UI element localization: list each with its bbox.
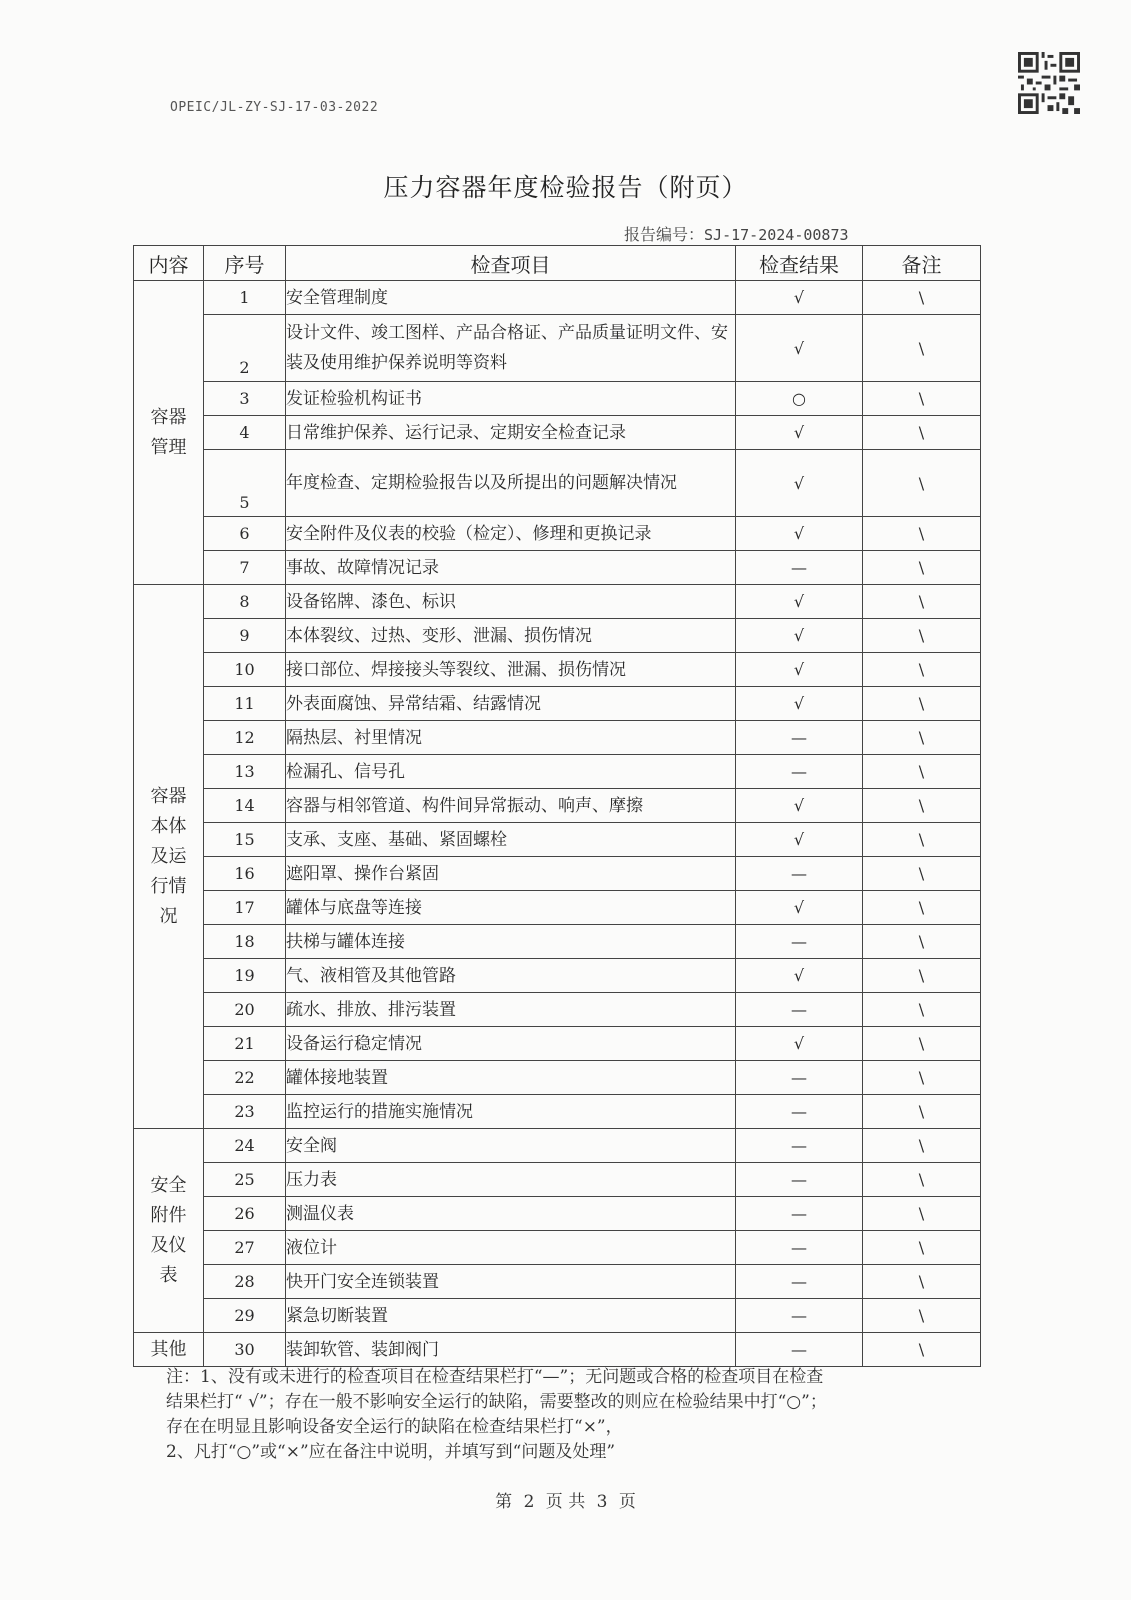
category-cell: 其他 [134, 1333, 204, 1367]
table-row [134, 1231, 981, 1265]
page-suffix: 页 [618, 1492, 636, 1512]
table-row [134, 1163, 981, 1197]
table-row [134, 585, 981, 619]
result-cell: — [736, 551, 863, 585]
remark-cell: \ [863, 450, 981, 517]
inspection-table [133, 245, 981, 1367]
inspection-item: 扶梯与罐体连接 [286, 925, 736, 959]
inspection-item: 年度检查、定期检验报告以及所提出的问题解决情况 [286, 450, 736, 517]
result-cell: — [736, 1095, 863, 1129]
report-number-label: 报告编号： [624, 225, 705, 244]
inspection-item: 设备铭牌、漆色、标识 [286, 585, 736, 619]
table-row [134, 1129, 981, 1163]
remark-cell: \ [863, 925, 981, 959]
remark-cell: \ [863, 517, 981, 551]
table-row [134, 382, 981, 416]
inspection-item: 发证检验机构证书 [286, 382, 736, 416]
page-number [0, 1487, 1131, 1512]
result-cell: √ [736, 891, 863, 925]
inspection-item: 安全附件及仪表的校验（检定）、修理和更换记录 [286, 517, 736, 551]
remark-cell: \ [863, 687, 981, 721]
page-total: 3 [596, 1492, 608, 1512]
inspection-item: 设计文件、竣工图样、产品合格证、产品质量证明文件、安装及使用维护保养说明等资料 [286, 315, 736, 382]
table-row [134, 1061, 981, 1095]
remark-cell: \ [863, 1197, 981, 1231]
row-number: 3 [204, 382, 286, 416]
row-number: 5 [204, 450, 286, 517]
inspection-item: 安全管理制度 [286, 281, 736, 315]
table-row [134, 551, 981, 585]
remark-cell: \ [863, 1299, 981, 1333]
row-number: 12 [204, 721, 286, 755]
inspection-item: 容器与相邻管道、构件间异常振动、响声、摩擦 [286, 789, 736, 823]
table-row [134, 823, 981, 857]
notes [166, 1365, 956, 1465]
table-row [134, 517, 981, 551]
row-number: 2 [204, 315, 286, 382]
row-number: 21 [204, 1027, 286, 1061]
remark-cell: \ [863, 1265, 981, 1299]
remark-cell: \ [863, 755, 981, 789]
page-current: 2 [523, 1492, 535, 1512]
remark-cell: \ [863, 857, 981, 891]
document-code: OPEIC/JL-ZY-SJ-17-03-2022 [170, 100, 379, 115]
remark-cell: \ [863, 1061, 981, 1095]
result-cell: — [736, 1231, 863, 1265]
row-number: 13 [204, 755, 286, 789]
row-number: 25 [204, 1163, 286, 1197]
table-row [134, 755, 981, 789]
inspection-item: 支承、支座、基础、紧固螺栓 [286, 823, 736, 857]
inspection-item: 外表面腐蚀、异常结霜、结露情况 [286, 687, 736, 721]
result-cell: — [736, 755, 863, 789]
result-cell: — [736, 925, 863, 959]
remark-cell: \ [863, 315, 981, 382]
row-number: 9 [204, 619, 286, 653]
note-line: 2、凡打“○”或“×”应在备注中说明，并填写到“问题及处理” [166, 1442, 616, 1462]
row-number: 10 [204, 653, 286, 687]
remark-cell: \ [863, 1129, 981, 1163]
result-cell: √ [736, 450, 863, 517]
table-row [134, 653, 981, 687]
result-cell: — [736, 1333, 863, 1367]
result-cell: — [736, 1197, 863, 1231]
remark-cell: \ [863, 619, 981, 653]
table-row [134, 789, 981, 823]
inspection-item: 设备运行稳定情况 [286, 1027, 736, 1061]
row-number: 20 [204, 993, 286, 1027]
inspection-item: 疏水、排放、排污装置 [286, 993, 736, 1027]
table-row [134, 315, 981, 382]
inspection-item: 装卸软管、装卸阀门 [286, 1333, 736, 1367]
remark-cell: \ [863, 823, 981, 857]
inspection-item: 监控运行的措施实施情况 [286, 1095, 736, 1129]
table-row [134, 416, 981, 450]
header-category: 内容 [134, 246, 204, 281]
row-number: 14 [204, 789, 286, 823]
remark-cell: \ [863, 1333, 981, 1367]
row-number: 18 [204, 925, 286, 959]
inspection-item: 气、液相管及其他管路 [286, 959, 736, 993]
inspection-item: 遮阳罩、操作台紧固 [286, 857, 736, 891]
table-row [134, 619, 981, 653]
table-row [134, 450, 981, 517]
row-number: 1 [204, 281, 286, 315]
inspection-item: 安全阀 [286, 1129, 736, 1163]
table-row [134, 1027, 981, 1061]
table-row [134, 281, 981, 315]
remark-cell: \ [863, 959, 981, 993]
table-row [134, 891, 981, 925]
table-row [134, 993, 981, 1027]
inspection-item: 罐体接地装置 [286, 1061, 736, 1095]
result-cell: — [736, 1265, 863, 1299]
qr-code-icon [1018, 52, 1080, 114]
remark-cell: \ [863, 1231, 981, 1265]
result-cell: — [736, 857, 863, 891]
inspection-item: 检漏孔、信号孔 [286, 755, 736, 789]
inspection-item: 接口部位、焊接接头等裂纹、泄漏、损伤情况 [286, 653, 736, 687]
row-number: 24 [204, 1129, 286, 1163]
header-result: 检查结果 [736, 246, 863, 281]
remark-cell: \ [863, 551, 981, 585]
row-number: 30 [204, 1333, 286, 1367]
remark-cell: \ [863, 281, 981, 315]
table-row [134, 1333, 981, 1367]
remark-cell: \ [863, 993, 981, 1027]
inspection-item: 压力表 [286, 1163, 736, 1197]
note-line: 存在在明显且影响设备安全运行的缺陷在检查结果栏打“×”， [166, 1417, 623, 1437]
row-number: 23 [204, 1095, 286, 1129]
remark-cell: \ [863, 891, 981, 925]
remark-cell: \ [863, 653, 981, 687]
row-number: 8 [204, 585, 286, 619]
table-row [134, 959, 981, 993]
table-row [134, 1299, 981, 1333]
category-cell: 容器管理 [134, 281, 204, 585]
row-number: 4 [204, 416, 286, 450]
table-row [134, 721, 981, 755]
page-mid: 页 共 [545, 1492, 586, 1512]
remark-cell: \ [863, 789, 981, 823]
inspection-item: 紧急切断装置 [286, 1299, 736, 1333]
row-number: 19 [204, 959, 286, 993]
inspection-item: 隔热层、衬里情况 [286, 721, 736, 755]
result-cell: — [736, 1061, 863, 1095]
header-item: 检查项目 [286, 246, 736, 281]
row-number: 15 [204, 823, 286, 857]
remark-cell: \ [863, 1163, 981, 1197]
inspection-item: 快开门安全连锁装置 [286, 1265, 736, 1299]
table-row [134, 925, 981, 959]
remark-cell: \ [863, 585, 981, 619]
result-cell: √ [736, 959, 863, 993]
result-cell: √ [736, 687, 863, 721]
row-number: 27 [204, 1231, 286, 1265]
result-cell: √ [736, 653, 863, 687]
remark-cell: \ [863, 721, 981, 755]
inspection-item: 日常维护保养、运行记录、定期安全检查记录 [286, 416, 736, 450]
row-number: 7 [204, 551, 286, 585]
remark-cell: \ [863, 382, 981, 416]
table-row [134, 1265, 981, 1299]
result-cell: — [736, 1299, 863, 1333]
result-cell: √ [736, 1027, 863, 1061]
report-number-value: SJ-17-2024-00873 [704, 226, 849, 244]
inspection-item: 液位计 [286, 1231, 736, 1265]
category-cell: 安全附件及仪表 [134, 1129, 204, 1333]
result-cell: — [736, 1163, 863, 1197]
result-cell: √ [736, 585, 863, 619]
result-cell: √ [736, 823, 863, 857]
result-cell: √ [736, 416, 863, 450]
result-cell: — [736, 993, 863, 1027]
category-cell: 容器本体及运行情况 [134, 585, 204, 1129]
result-cell: √ [736, 789, 863, 823]
row-number: 17 [204, 891, 286, 925]
row-number: 28 [204, 1265, 286, 1299]
report-number [624, 222, 849, 245]
table-row [134, 1197, 981, 1231]
result-cell: √ [736, 315, 863, 382]
note-line: 注：1、没有或未进行的检查项目在检查结果栏打“—”；无问题或合格的检查项目在检查 [166, 1367, 824, 1387]
note-line: 结果栏打“ √”；存在一般不影响安全运行的缺陷，需要整改的则应在检验结果中打“○”； [166, 1392, 827, 1412]
inspection-item: 测温仪表 [286, 1197, 736, 1231]
remark-cell: \ [863, 1027, 981, 1061]
row-number: 16 [204, 857, 286, 891]
remark-cell: \ [863, 416, 981, 450]
row-number: 6 [204, 517, 286, 551]
table-row [134, 1095, 981, 1129]
result-cell: √ [736, 281, 863, 315]
row-number: 29 [204, 1299, 286, 1333]
inspection-item: 本体裂纹、过热、变形、泄漏、损伤情况 [286, 619, 736, 653]
row-number: 26 [204, 1197, 286, 1231]
result-cell: ○ [736, 382, 863, 416]
header-number: 序号 [204, 246, 286, 281]
header-remark: 备注 [863, 246, 981, 281]
table-row [134, 857, 981, 891]
inspection-item: 罐体与底盘等连接 [286, 891, 736, 925]
row-number: 22 [204, 1061, 286, 1095]
table-row [134, 687, 981, 721]
row-number: 11 [204, 687, 286, 721]
report-title: 压力容器年度检验报告（附页） [383, 173, 748, 202]
result-cell: √ [736, 619, 863, 653]
inspection-item: 事故、故障情况记录 [286, 551, 736, 585]
result-cell: — [736, 1129, 863, 1163]
remark-cell: \ [863, 1095, 981, 1129]
result-cell: — [736, 721, 863, 755]
table-header-row [134, 246, 981, 281]
result-cell: √ [736, 517, 863, 551]
page-prefix: 第 [495, 1492, 513, 1512]
